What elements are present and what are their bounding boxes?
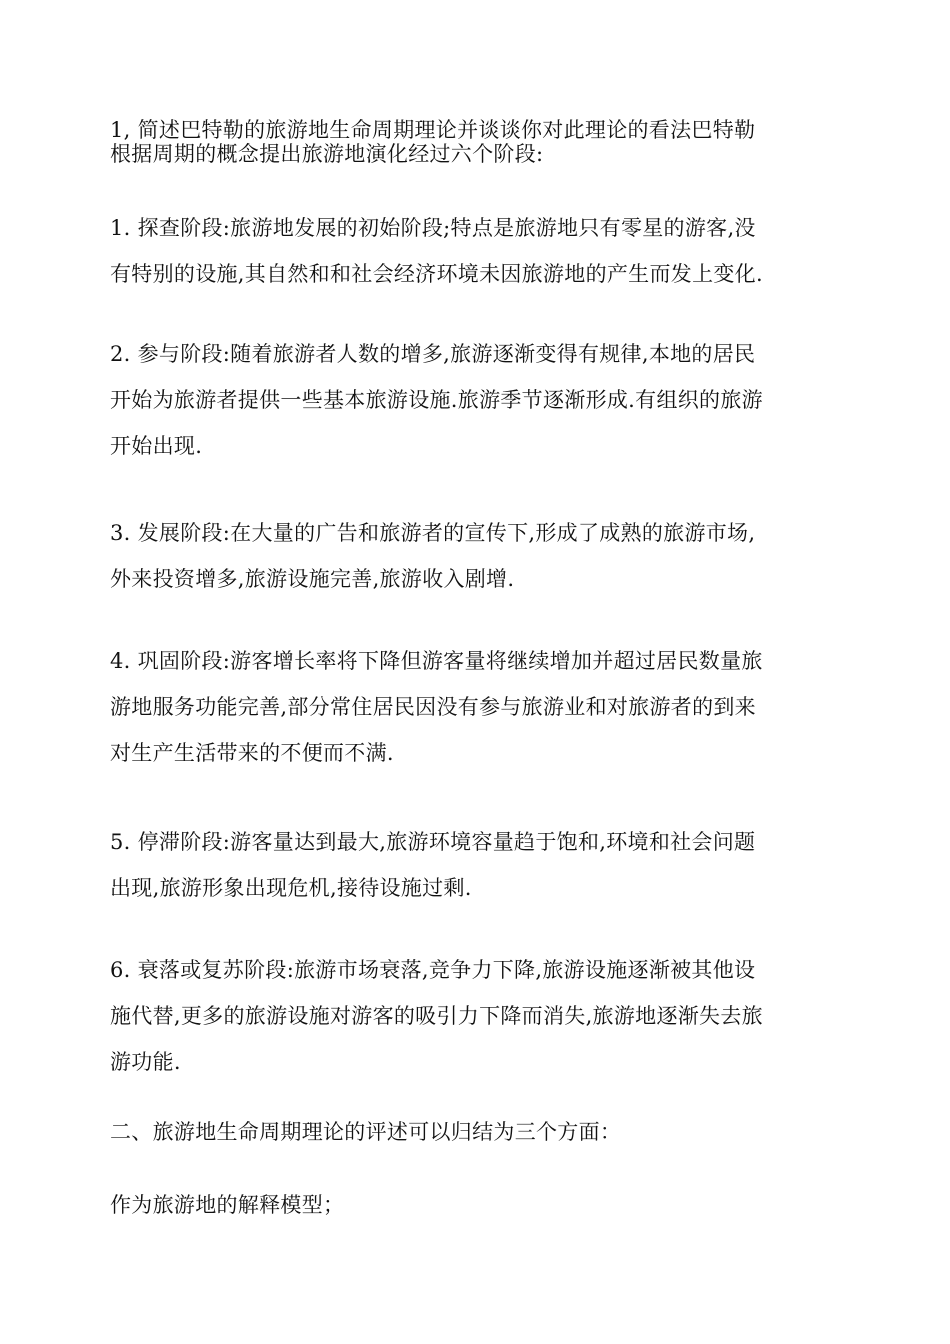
stage-3-line-2: 外来投资增多,旅游设施完善,旅游收入剧增. [110,567,515,591]
stage-3-line-1: 3. 发展阶段:在大量的广告和旅游者的宣传下,形成了成熟的旅游市场, [110,521,756,545]
stage-4-line-3: 对生产生活带来的不便而不满. [110,741,394,765]
stage-6-line-3: 游功能. [110,1050,181,1074]
section-two-heading [110,1117,855,1147]
section-two-heading-text: 二、旅游地生命周期理论的评述可以归结为三个方面： [110,1120,622,1144]
stage-2-line-3: 开始出现. [110,434,203,458]
stage-1-line-2: 有特别的设施,其自然和和社会经济环境未因旅游地的产生而发上变化. [110,262,763,286]
question-line-1: 1, 简述巴特勒的旅游地生命周期理论并谈谈你对此理论的看法巴特勒 [110,118,756,142]
stage-5-paragraph [110,819,855,911]
stage-1-line-1: 1. 探查阶段:旅游地发展的初始阶段;特点是旅游地只有零星的游客,没 [110,216,756,240]
stage-1-paragraph [110,205,855,297]
stage-3-paragraph [110,510,855,602]
section-two-item-1 [110,1190,855,1220]
stage-6-line-2: 施代替,更多的旅游设施对游客的吸引力下降而消失,旅游地逐渐失去旅 [110,1004,763,1028]
stage-6-line-1: 6. 衰落或复苏阶段:旅游市场衰落,竞争力下降,旅游设施逐渐被其他设 [110,958,756,982]
stage-4-paragraph [110,638,855,776]
stage-5-line-1: 5. 停滞阶段:游客量达到最大,旅游环境容量趋于饱和,环境和社会问题 [110,830,756,854]
stage-2-line-2: 开始为旅游者提供一些基本旅游设施.旅游季节逐渐形成.有组织的旅游 [110,388,763,412]
section-two-item-1-text: 作为旅游地的解释模型； [110,1193,345,1217]
stage-4-line-1: 4. 巩固阶段:游客增长率将下降但游客量将继续增加并超过居民数量旅 [110,649,763,673]
stage-2-line-1: 2. 参与阶段:随着旅游者人数的增多,旅游逐渐变得有规律,本地的居民 [110,342,756,366]
stage-6-paragraph [110,947,855,1085]
question-paragraph [110,118,855,166]
stage-5-line-2: 出现,旅游形象出现危机,接待设施过剩. [110,876,472,900]
question-line-2: 根据周期的概念提出旅游地演化经过六个阶段: [110,142,544,166]
stage-2-paragraph [110,331,855,469]
stage-4-line-2: 游地服务功能完善,部分常住居民因没有参与旅游业和对旅游者的到来 [110,695,756,719]
